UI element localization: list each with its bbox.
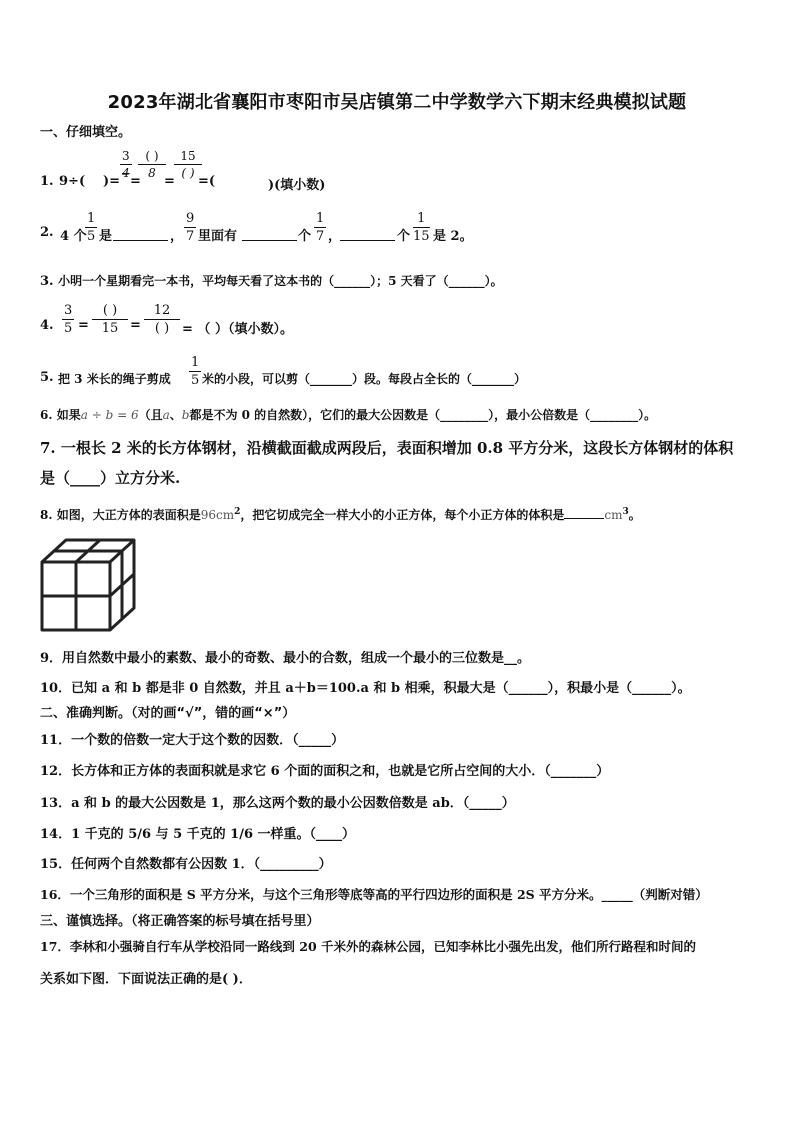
question-number: 4. xyxy=(40,318,54,333)
fraction-9-7: $\frac{9}{7}$ xyxy=(186,211,195,244)
section-heading-3: 三、谨慎选择。（将正确答案的标号填在括号里） xyxy=(40,914,320,929)
q2-text: 个 xyxy=(397,229,411,244)
question-text: 。 xyxy=(628,508,641,522)
question-10: 10．已知 a 和 b 都是非 0 自然数，并且 a＋b＝100.a 和 b 相乘，积最大是（______），积最小是（______）。 xyxy=(40,681,691,696)
fraction-blank-15: ( ) 15 xyxy=(92,304,128,335)
variable-b: b xyxy=(181,408,190,422)
area-value: 96cm xyxy=(200,508,235,522)
q4-tail-text: = （ ）（填小数）。 xyxy=(182,322,293,337)
math-expression: a ÷ b = 6 xyxy=(80,408,139,422)
answer-blank[interactable] xyxy=(340,240,395,241)
question-text: 米的小段，可以剪（_______）段。每段占全长的（_______） xyxy=(202,372,527,386)
question-text: 把 3 米长的绳子剪成 xyxy=(58,372,171,386)
question-3 xyxy=(40,272,503,289)
q1-tail-text: =( xyxy=(198,174,216,189)
q1-mid-text: )= xyxy=(103,174,121,189)
question-text: 、 xyxy=(169,408,182,422)
q2-text: 个 xyxy=(298,229,312,244)
question-text: （且 xyxy=(138,408,163,422)
superscript: 3 xyxy=(622,507,629,517)
question-2 xyxy=(40,212,540,252)
question-text: ，把它切成完全一样大小的小正方体，每个小正方体的体积是 xyxy=(240,508,565,522)
question-number: 1. xyxy=(40,174,54,189)
question-14: 14．1 千克的 5/6 与 5 千克的 1/6 一样重。（____） xyxy=(40,827,356,842)
question-4 xyxy=(40,304,400,348)
q1-end-text: )(填小数) xyxy=(268,178,326,193)
page-title: 2023年湖北省襄阳市枣阳市吴店镇第二中学数学六下期末经典模拟试题 xyxy=(107,92,687,113)
q2-text: 是 xyxy=(99,229,113,244)
q2-text: 是 2。 xyxy=(433,229,473,244)
answer-blank[interactable] xyxy=(564,506,604,519)
fraction-1-5: $\frac{1}{5}$ xyxy=(191,355,200,388)
fraction-12-blank: 12 ( ) xyxy=(144,304,180,335)
section-heading-1: 一、仔细填空。 xyxy=(40,125,132,140)
q2-text: 4 个 xyxy=(60,229,87,244)
fraction-15-blank: 15 ( ) xyxy=(174,150,202,179)
question-number: 2. xyxy=(40,225,54,240)
fraction-3-5: $\frac{3}{5}$ xyxy=(64,303,73,336)
fraction-1-5: $\frac{1}{5}$ xyxy=(87,211,96,244)
question-7-line-2: 是（____）立方分米. xyxy=(40,469,181,487)
answer-blank[interactable] xyxy=(113,240,168,241)
q2-text: 里面有 xyxy=(198,229,238,244)
q1-eq2: = xyxy=(164,174,175,189)
question-number: 8. xyxy=(40,508,53,522)
superscript: 2 xyxy=(234,507,241,517)
unit-text: cm xyxy=(604,508,623,522)
cube-figure xyxy=(38,534,138,636)
fraction-1-7: $\frac{1}{7}$ xyxy=(316,211,325,244)
question-5 xyxy=(40,356,600,396)
question-12: 12．长方体和正方体的表面积就是求它 6 个面的面积之和，也就是它所占空间的大小．（_______） xyxy=(40,764,610,779)
fraction-blank-8: ( ) 8 xyxy=(138,150,166,179)
question-9: 9．用自然数中最小的素数、最小的奇数、最小的合数，组成一个最小的三位数是__。 xyxy=(40,651,531,666)
question-text: 如图，大正方体的表面积是 xyxy=(56,508,201,522)
question-17-line-1: 17．李林和小强骑自行车从学校沿同一路线到 20 千米外的森林公园，已知李林比小强先出发，他们所行路程和时间的 xyxy=(40,939,696,954)
fraction-1-15: $\frac{1}{15}$ xyxy=(413,211,430,244)
question-15: 15．任何两个自然数都有公因数 1．（_________） xyxy=(40,857,332,872)
question-17-line-2: 关系如下图．下面说法正确的是( )． xyxy=(40,972,252,987)
q4-eq: = xyxy=(78,318,89,333)
q2-text: ， xyxy=(328,229,342,244)
q1-lead-text: 9÷( xyxy=(59,174,86,189)
question-16: 16．一个三角形的面积是 S 平方分米，与这个三角形等底等高的平行四边形的面积是 2S 平方分米。_____（判断对错） xyxy=(40,887,708,902)
section-heading-2: 二、准确判断。（对的画“√”，错的画“×”） xyxy=(40,706,296,721)
answer-blank[interactable] xyxy=(242,240,297,241)
fraction-3-4: $\frac{3}{4}$ xyxy=(122,149,130,180)
question-number: 6. xyxy=(40,408,53,422)
question-13: 13．a 和 b 的最大公因数是 1，那么这两个数的最小公因数倍数是 ab．（_____） xyxy=(40,796,515,811)
question-6 xyxy=(40,406,656,423)
question-8 xyxy=(40,506,641,523)
q4-eq: = xyxy=(130,318,141,333)
question-11: 11．一个数的倍数一定大于这个数的因数．（_____） xyxy=(40,733,345,748)
question-7-line-1: 7. 一根长 2 米的长方体钢材，沿横截面截成两段后，表面积增加 0.8 平方分米，这段长方体钢材的体积 xyxy=(40,439,734,457)
question-text: 都是不为 0 的自然数），它们的最大公因数是（________），最小公倍数是（________）。 xyxy=(189,408,657,422)
question-number: 5. xyxy=(40,370,54,385)
q1-eq1: = xyxy=(130,174,141,189)
question-number: 3. xyxy=(40,274,54,289)
question-text: 小明一个星期看完一本书，平均每天看了这本书的（______）；5 天看了（______）。 xyxy=(58,274,503,288)
q2-text: ， xyxy=(170,229,184,244)
question-text: 如果 xyxy=(56,408,81,422)
variable-a: a xyxy=(162,408,170,422)
